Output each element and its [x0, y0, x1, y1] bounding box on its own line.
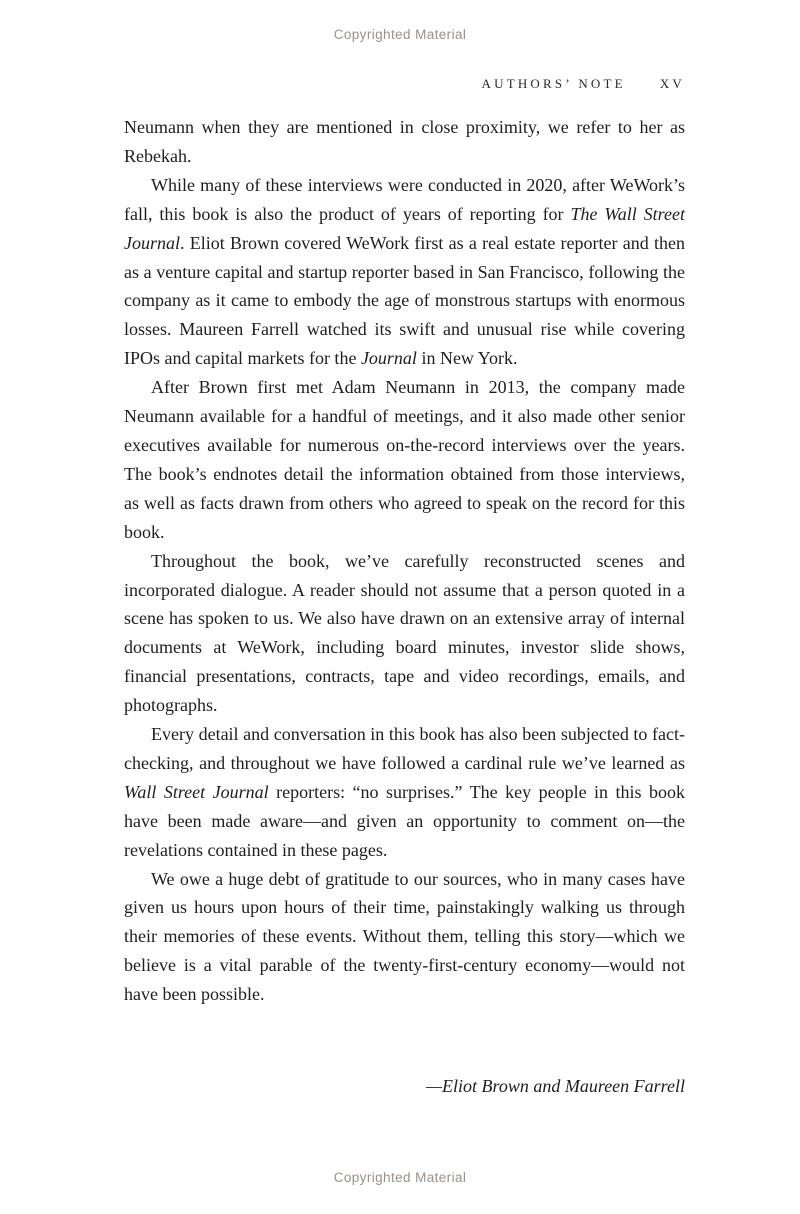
text-segment: Neumann when they are mentioned in close proximity, we refer to her as Rebekah. — [124, 117, 685, 166]
paragraph — [124, 865, 685, 1010]
text-segment: We owe a huge debt of gratitude to our sources, who in many cases have given us hours upon hours of their time, painstakingly walking us through their memories of these events. Without them, telling this story—which we believe is a vital parable of the twenty-first-century economy—would not have been possible. — [124, 868, 685, 1005]
running-header — [124, 76, 685, 92]
paragraph — [124, 720, 685, 865]
paragraph — [124, 547, 685, 720]
text-segment: reporters: “no surprises.” The key people in this book have been made aware—and given an opportunity to comment on—the revelations contained in these pages. — [124, 781, 686, 860]
italic-text-segment: The Wall Street Journal — [124, 203, 685, 253]
paragraph — [124, 373, 685, 546]
copyright-notice-bottom: Copyrighted Material — [333, 1170, 467, 1185]
text-segment: After Brown first met Adam Neumann in 2013, the company made Neumann available for a handful of meetings, and it also made other senior executives available for numerous on-the-record interviews over the years. The book’s endnotes detail the information obtained from those interviews, as well as facts drawn from others who agreed to speak on the record for this book. — [124, 377, 685, 542]
text-segment: Throughout the book, we’ve carefully reconstructed scenes and incorporated dialogue. A reader should not assume that a person quoted in a scene has spoken to us. We also have drawn on an extensive array of internal documents at WeWork, including board minutes, investor slide shows, financial presentations, contracts, tape and video recordings, emails, and photographs. — [124, 550, 685, 716]
italic-text-segment: Journal — [360, 348, 417, 369]
page-number: XV — [659, 76, 685, 91]
text-segment: While many of these interviews were conducted in 2020, after WeWork’s fall, this book is also the product of years of reporting for — [124, 174, 685, 224]
running-head-title: AUTHORS’ NOTE — [481, 76, 626, 91]
paragraph — [124, 113, 685, 171]
italic-text-segment: Wall Street Journal — [124, 781, 269, 802]
paragraph — [124, 171, 685, 373]
text-segment: Every detail and conversation in this book has also been subjected to fact-checking, and throughout we have followed a cardinal rule we’ve learned as — [124, 724, 685, 773]
copyright-notice-top: Copyrighted Material — [333, 27, 467, 42]
text-segment: in New York. — [416, 348, 518, 369]
text-segment: . Eliot Brown covered WeWork first as a real estate reporter and then as a venture capital and startup reporter based in San Francisco, following the company as it came to embody the age of monstrous startups with enormous losses. Maureen Farrell watched its swift and unusual rise while covering IPOs and capital markets for the — [124, 232, 685, 369]
author-signature: —Eliot Brown and Maureen Farrell — [426, 1076, 685, 1096]
body-text — [124, 113, 685, 1009]
